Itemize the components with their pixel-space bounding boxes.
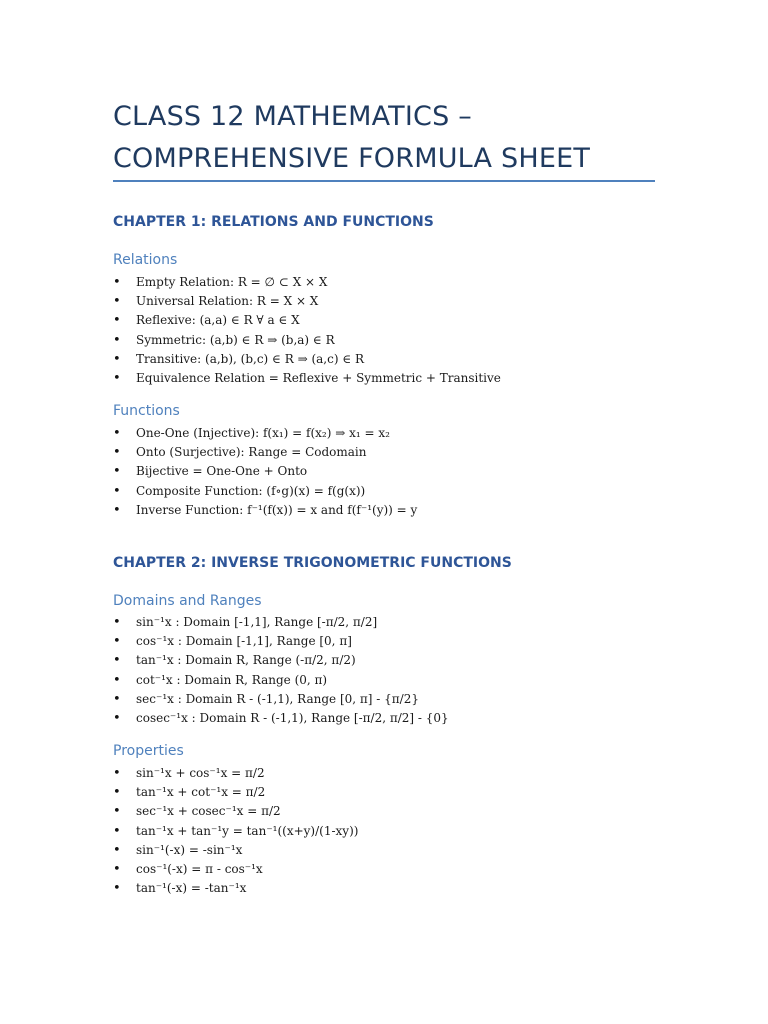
list-item: • sin⁻¹x : Domain [-1,1], Range [-π/2, π/2]: [113, 613, 673, 632]
list-item: • cot⁻¹x : Domain R, Range (0, π): [113, 671, 673, 690]
list-item: • tan⁻¹x : Domain R, Range (-π/2, π/2): [113, 651, 673, 670]
list-item: • Equivalence Relation = Reflexive + Symmetric + Transitive: [113, 369, 673, 388]
section-domains-ranges-heading: Domains and Ranges: [113, 593, 262, 609]
list-item: • cos⁻¹(-x) = π - cos⁻¹x: [113, 860, 673, 879]
chapter-1-heading: CHAPTER 1: RELATIONS AND FUNCTIONS: [113, 214, 434, 230]
list-item: • Composite Function: (f∘g)(x) = f(g(x)): [113, 482, 673, 501]
document-title: CLASS 12 MATHEMATICS – COMPREHENSIVE FORMULA SHEET: [113, 101, 591, 174]
relations-list: [113, 273, 673, 388]
list-item: • cos⁻¹x : Domain [-1,1], Range [0, π]: [113, 632, 673, 651]
list-item: • Bijective = One-One + Onto: [113, 462, 673, 481]
list-item: • sin⁻¹x + cos⁻¹x = π/2: [113, 764, 673, 783]
list-item: • cosec⁻¹x : Domain R - (-1,1), Range [-π/2, π/2] - {0}: [113, 709, 673, 728]
list-item: • sin⁻¹(-x) = -sin⁻¹x: [113, 841, 673, 860]
section-functions-heading: Functions: [113, 403, 180, 419]
list-item: • Universal Relation: R = X × X: [113, 292, 673, 311]
list-item: • Inverse Function: f⁻¹(f(x)) = x and f(f⁻¹(y)) = y: [113, 501, 673, 520]
list-item: • sec⁻¹x + cosec⁻¹x = π/2: [113, 802, 673, 821]
section-properties-heading: Properties: [113, 743, 184, 759]
domains-ranges-list: [113, 613, 673, 728]
list-item: • tan⁻¹(-x) = -tan⁻¹x: [113, 879, 673, 898]
list-item: • tan⁻¹x + tan⁻¹y = tan⁻¹((x+y)/(1-xy)): [113, 822, 673, 841]
title-underline: [113, 180, 655, 182]
list-item: • Symmetric: (a,b) ∈ R ⇒ (b,a) ∈ R: [113, 331, 673, 350]
chapter-2-heading: CHAPTER 2: INVERSE TRIGONOMETRIC FUNCTIONS: [113, 555, 512, 571]
list-item: • Empty Relation: R = ∅ ⊂ X × X: [113, 273, 673, 292]
list-item: • Transitive: (a,b), (b,c) ∈ R ⇒ (a,c) ∈ R: [113, 350, 673, 369]
section-relations-heading: Relations: [113, 252, 178, 268]
list-item: • sec⁻¹x : Domain R - (-1,1), Range [0, π] - {π/2}: [113, 690, 673, 709]
list-item: • tan⁻¹x + cot⁻¹x = π/2: [113, 783, 673, 802]
list-item: • One-One (Injective): f(x₁) = f(x₂) ⇒ x₁ = x₂: [113, 424, 673, 443]
functions-list: [113, 424, 673, 520]
list-item: • Reflexive: (a,a) ∈ R ∀ a ∈ X: [113, 311, 673, 330]
properties-list: [113, 764, 673, 898]
list-item: • Onto (Surjective): Range = Codomain: [113, 443, 673, 462]
